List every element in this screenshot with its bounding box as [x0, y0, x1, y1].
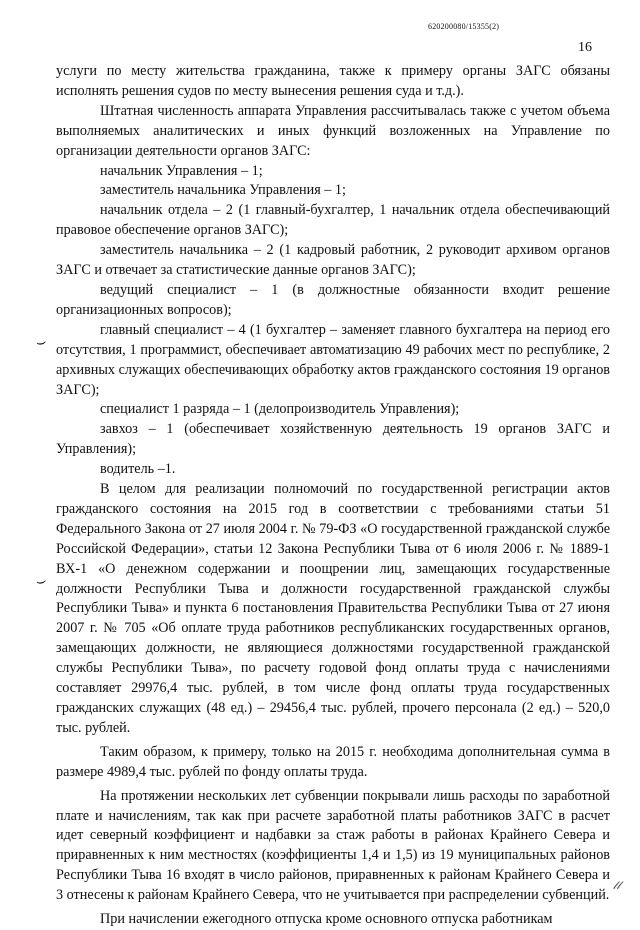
list-item: главный специалист – 4 (1 бухгалтер – заменяет главного бухгалтера на период его отсутствия, 1 программист, обеспечивает автоматизацию 49 рабочих мест по республике, 2 архивных служащих обеспечивающих обработку актов гражданского состояния 19 органов ЗАГС);	[56, 321, 610, 398]
list-item: специалист 1 разряда – 1 (делопроизводитель Управления);	[100, 401, 460, 418]
handwritten-check-mark: ⌣	[34, 333, 48, 352]
handwritten-check-mark: ⌣	[34, 572, 48, 591]
document-id: 620200080/15355(2)	[428, 22, 500, 31]
paragraph: При начислении ежегодного отпуска кроме основного отпуска работникам	[100, 911, 553, 928]
list-item: ведущий специалист – 1 (в должностные обязанности входит решение организационных вопросов);	[56, 281, 610, 318]
paragraph: Таким образом, к примеру, только на 2015 г. необходима дополнительная сумма в размере 4989,4 тыс. рублей по фонду оплаты труда.	[56, 743, 610, 780]
list-item: начальник отдела – 2 (1 главный-бухгалтер, 1 начальник отдела обеспечивающий правовое обеспечение органов ЗАГС);	[56, 202, 610, 239]
page-number: 16	[578, 40, 592, 55]
paragraph: На протяжении нескольких лет субвенции покрывали лишь расходы по заработной плате и начислениям, так как при расчете заработной платы работников ЗАГС в расчет идет северный коэффициент и надбавки за стаж работы в районах Крайнего Севера и приравненных к ним местностях (коэффициенты 1,4 и 1,5) из 19 муниципальных районов Республики Тыва 16 входят в число районов, приравненных к районам Крайнего Севера и 3 отнесены к районам Крайнего Севера, что не учитывается при распределении субвенций.	[56, 787, 610, 904]
list-item: водитель –1.	[100, 461, 176, 478]
list-item: завхоз – 1 (обеспечивает хозяйственную деятельность 19 органов ЗАГС и Управления);	[56, 421, 610, 458]
paragraph: В целом для реализации полномочий по государственной регистрации актов гражданского состояния на 2015 год в соответствии с требованиями статьи 51 Федерального Закона от 27 июля 2004 г. № 79-ФЗ «О государственной гражданской службе Российской Федерации», статьи 12 Закона Республики Тыва от 6 июля 2006 г. № 1889-1 ВХ-1 «О денежном содержании и поощрении лиц, замещающих государственные должности Республики Тыва и должности государственной гражданской службы Республики Тыва» и пункта 6 постановления Правительства Республики Тыва от 27 июня 2007 г. № 705 «Об оплате труда работников республиканских государственных органов, замещающих должности, не являющиеся должностями государственной гражданской службы Республики Тыва», по расчету годовой фонд оплаты труда с начислениями составляет 29976,4 тыс. рублей, в том числе фонд оплаты труда государственных гражданских служащих (48 ед.) – 29456,4 тыс. рублей, прочего персонала (2 ед.) – 520,0 тыс. рублей.	[56, 481, 610, 736]
list-item: начальник Управления – 1;	[100, 162, 263, 179]
paragraph: Штатная численность аппарата Управления рассчитывалась также с учетом объема выполняемых аналитических и иных функций возложенных на Управление по организации деятельности органов ЗАГС:	[56, 102, 610, 159]
handwritten-initials: 𝓁𝓁	[612, 880, 620, 892]
list-item: заместитель начальника – 2 (1 кадровый работник, 2 руководит архивом органов ЗАГС и отвечает за статистические данные органов ЗАГС);	[56, 242, 610, 279]
list-item: заместитель начальника Управления – 1;	[100, 182, 346, 199]
paragraph: услуги по месту жительства гражданина, также к примеру органы ЗАГС обязаны исполнять решения судов по месту вынесения решения суда и т.д.).	[56, 63, 610, 99]
document-body	[56, 62, 610, 930]
